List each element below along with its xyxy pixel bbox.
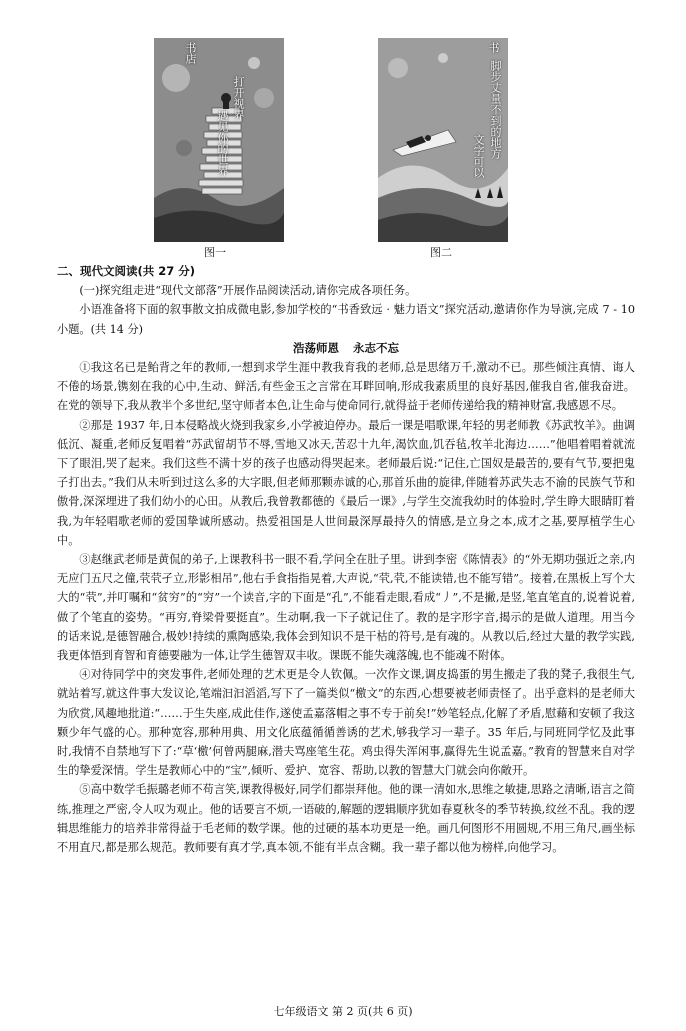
section-intro: (一)探究组走进“现代文部落”开展作品阅读活动,请你完成各项任务。 [79,284,417,298]
article-title-part-1: 浩荡师恩 [293,340,339,355]
figure-two-label: 图二 [430,246,452,259]
figure-one-caption-text-2: 遇见你的世界 [216,110,229,176]
paragraph-5: ⑤高中数学毛振璐老师不苟言笑,课教得极好,同学们都崇拜他。他的课一清如水,思维之敏捷,思路之清晰,语言之简练,推理之严密,令人叹为观止。他的话要言不烦,一语破的,解题的逻辑顺序犹如春夏秋冬的季节转换,纹丝不乱。我的逻辑思维能力的培养非常得益于毛老师的数学课。他的过硬的基本功更是一绝。画几何图形不用圆规,不用三角尺,画坐标不用直尺,都是那么规范。教师要有真才学,真本领,不能有半点含糊。我一辈子都以他为榜样,向他学习。 [57,783,635,855]
section-task: 小语准备将下面的叙事散文拍成微电影,参加学校的“书香致远 · 魅力语文”探究活动,邀请你作为导演,完成 7 - 10 小题。(共 14 分) [57,303,635,336]
article-title [57,339,635,358]
figure-one-caption-text-1: 打开视界 [232,76,245,120]
figure-one-top-text: 书店 [184,42,197,64]
page-footer: 七年级语文 第 2 页(共 6 页) [273,1005,413,1018]
figure-one-label: 图一 [204,246,226,259]
figure-two-caption-text-1: 脚步丈量不到的地方 [489,60,502,159]
paragraph-4: ④对待同学中的突发事件,老师处理的艺术更是令人钦佩。一次作文课,调皮捣蛋的男生搬走了我的凳子,我很生气,就站着写,就这件事大发议论,笔端汩汩滔滔,写下了一篇类似“檄文”的东西,心想要被老师责怪了。出乎意料的是老师大为欣赏,风趣地批道:“……于生失座,成此佳作,遂使孟嘉落帽之事不专于前矣!”妙笔轻点,化解了矛盾,慰藉和安顿了我这颗少年气盛的心。那种宽容,那种用典、用文化底蕴循循善诱的艺术,够我学习一辈子。35 年后,与同班同学忆及此事时,我情不自禁地写下了:“草‘檄’何曾两腿麻,潜夫骂座笔生花。鸡虫得失浑闲事,赢得先生说孟嘉。”教育的智慧来自对学生的挚爱深情。学生是教师心中的“宝”,倾听、爱护、宽容、帮助,以教的智慧大门就会向你敞开。 [57,668,635,778]
figure-two-caption-text-2: 文字可以 [472,134,485,178]
reading-section [57,262,635,857]
article-title-part-2: 永志不忘 [353,340,399,355]
figure-two-top-text: 书 [487,42,500,53]
paragraph-1: ①我这名已是鲐背之年的教师,一想到求学生涯中教我育我的老师,总是思绪万千,激动不已。那些倾注真情、诲人不倦的场景,镌刻在我的心中,生动、鲜活,有些金玉之言常在耳畔回响,形成我素质里的良好基因,催我自省,催我奋进。在党的领导下,我从教半个多世纪,坚守师者本色,让生命与使命同行,就得益于老师传递给我的精神财富,我感恩不尽。 [57,361,635,413]
paragraph-2: ②那是 1937 年,日本侵略战火烧到我家乡,小学被迫停办。最后一课是唱歌课,年轻的男老师教《苏武牧羊》。曲调低沉、凝重,老师反复唱着“苏武留胡节不辱,雪地又冰天,苦忍十九年,渴饮血,饥吞毡,牧羊北海边……”他唱着唱着就流下了眼泪,哭了起来。我们这些不满十岁的孩子也感动得哭起来。老师最后说:“记住,亡国奴是最苦的,要有气节,要把鬼子打出去。”我们从未听到过这么多的大字眼,但老师那颗赤诚的心,那首乐曲的旋律,伴随着苏武失志不渝的民族气节和傲骨,深深埋进了我们幼小的心田。从教后,我曾教都德的《最后一课》,与学生交流我幼时的体验时,学生睁大眼睛盯着我,为年轻唱歌老师的爱国挚诚所感动。热爱祖国是人世间最深厚最持久的情感,是立身之本,成才之基,要厚植学生心中。 [57,418,635,547]
paragraph-3: ③赵继武老师是黄侃的弟子,上课教科书一眼不看,学问全在肚子里。讲到李密《陈情表》的“外无期功强近之亲,内无应门五尺之僮,茕茕孑立,形影相吊”,他右手食指指晃着,大声说,“茕,茕,不能读错,也不能写错”。接着,在黑板上写个大大的“茕”,并叮嘱和“贫穷”的“穷”一个读音,字的下面是“孔”,不能看走眼,看成“丿”,不是撇,是竖,笔直笔直的,说着说着,做了个笔直的姿势。“再穷,脊梁骨要挺直”。生动啊,我一下子就记住了。教的是字形字音,揭示的是做人道理。用当今的话来说,是德智融合,极妙!持续的熏陶感染,我体会到知识不是干枯的符号,是有魂的。从教以后,经过大量的教学实践,我更体悟到育智和育德要融为一体,让学生德智双丰收。课既不能失魂落魄,也不能魂不附体。 [57,553,635,663]
figure-one-image [154,38,284,242]
figure-two-image [378,38,508,242]
section-heading: 二、现代文阅读(共 27 分) [57,264,196,278]
